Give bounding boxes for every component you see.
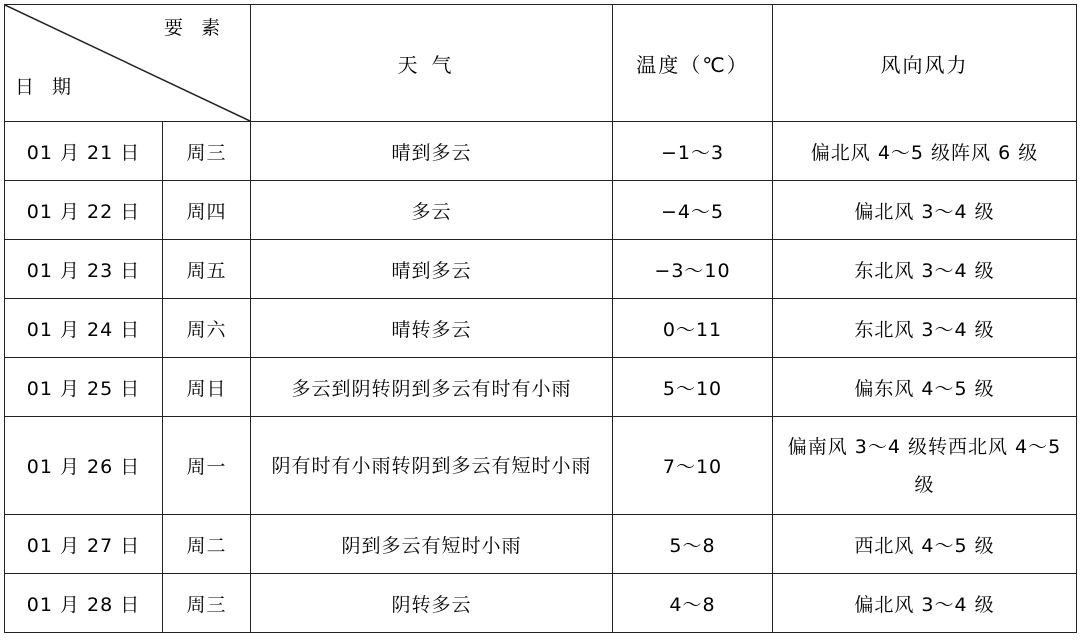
weather-cell: 多云到阴转阴到多云有时有小雨: [251, 358, 613, 417]
corner-header-cell: [5, 5, 251, 122]
temperature-cell: 5～8: [613, 515, 773, 574]
date-cell: 01 月 24 日: [5, 299, 163, 358]
weekday-cell: 周四: [163, 181, 251, 240]
date-cell: 01 月 21 日: [5, 122, 163, 181]
weather-cell: 阴转多云: [251, 574, 613, 633]
wind-cell: 偏北风 3～4 级: [773, 181, 1077, 240]
header-wind-label: 风向风力: [880, 52, 969, 77]
date-cell: 01 月 27 日: [5, 515, 163, 574]
temperature-cell: −1～3: [613, 122, 773, 181]
weekday-cell: 周五: [163, 240, 251, 299]
weather-cell: 晴到多云: [251, 240, 613, 299]
date-cell: 01 月 26 日: [5, 417, 163, 515]
wind-cell: 东北风 3～4 级: [773, 299, 1077, 358]
weekday-cell: 周六: [163, 299, 251, 358]
date-cell: 01 月 28 日: [5, 574, 163, 633]
weekday-cell: 周三: [163, 122, 251, 181]
corner-label-date: 日期: [15, 76, 90, 98]
table-row: [5, 358, 1077, 417]
weekday-cell: 周二: [163, 515, 251, 574]
temperature-cell: 4～8: [613, 574, 773, 633]
header-weather: [251, 5, 613, 122]
table-row: [5, 181, 1077, 240]
temperature-cell: −4～5: [613, 181, 773, 240]
weather-cell: 晴到多云: [251, 122, 613, 181]
weather-cell: 阴到多云有短时小雨: [251, 515, 613, 574]
table-row: [5, 574, 1077, 633]
table-row: [5, 417, 1077, 515]
date-cell: 01 月 23 日: [5, 240, 163, 299]
date-cell: 01 月 22 日: [5, 181, 163, 240]
date-cell: 01 月 25 日: [5, 358, 163, 417]
table-row: [5, 515, 1077, 574]
temperature-cell: 5～10: [613, 358, 773, 417]
table-row: [5, 299, 1077, 358]
header-temperature-label: 温度（℃）: [636, 52, 749, 77]
wind-cell: 偏北风 4～5 级阵风 6 级: [773, 122, 1077, 181]
table-row: [5, 122, 1077, 181]
wind-cell: 西北风 4～5 级: [773, 515, 1077, 574]
header-temperature: [613, 5, 773, 122]
weather-forecast-table: [4, 4, 1077, 633]
weather-cell: 晴转多云: [251, 299, 613, 358]
temperature-cell: 0～11: [613, 299, 773, 358]
weather-cell: 阴有时有小雨转阴到多云有短时小雨: [251, 417, 613, 515]
wind-cell: 偏东风 4～5 级: [773, 358, 1077, 417]
weather-cell: 多云: [251, 181, 613, 240]
weekday-cell: 周一: [163, 417, 251, 515]
temperature-cell: 7～10: [613, 417, 773, 515]
header-weather-label: 天气: [397, 52, 466, 77]
wind-cell: 偏北风 3～4 级: [773, 574, 1077, 633]
weekday-cell: 周三: [163, 574, 251, 633]
wind-cell: 东北风 3～4 级: [773, 240, 1077, 299]
wind-cell: 偏南风 3～4 级转西北风 4～5 级: [773, 417, 1077, 515]
header-row: [5, 5, 1077, 122]
corner-label-elements: 要素: [163, 17, 238, 39]
header-wind: [773, 5, 1077, 122]
temperature-cell: −3～10: [613, 240, 773, 299]
weekday-cell: 周日: [163, 358, 251, 417]
table-row: [5, 240, 1077, 299]
